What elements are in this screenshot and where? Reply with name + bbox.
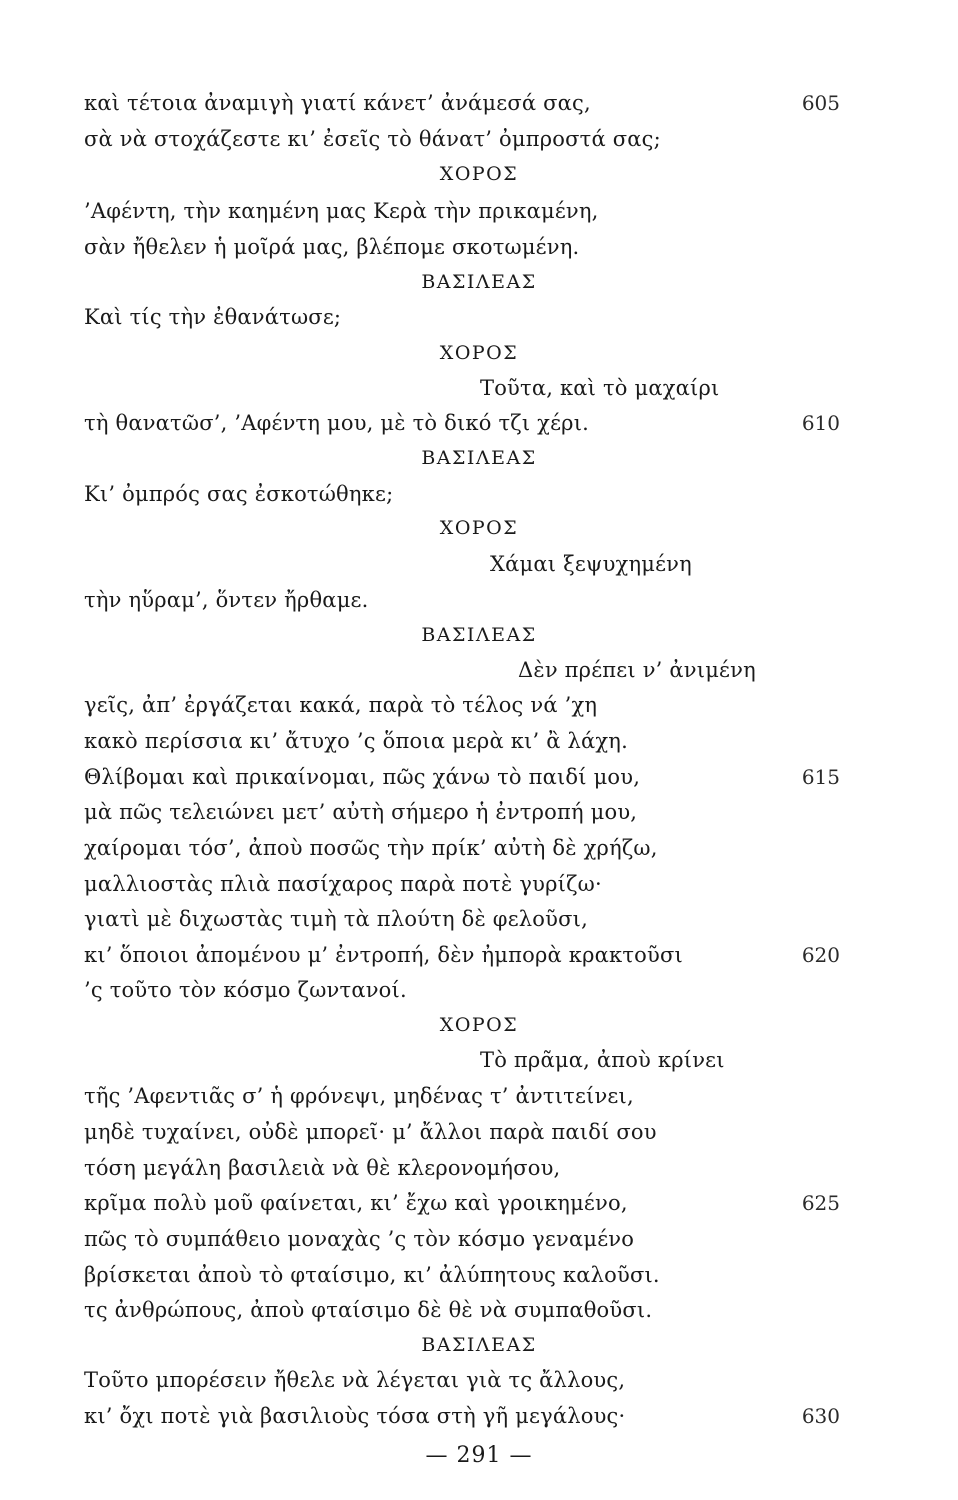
line-number: 620	[801, 943, 840, 967]
verse-line: Τοῦτα, καὶ τὸ μαχαίρι	[480, 376, 720, 400]
line-number: 615	[801, 765, 840, 789]
verse-line: τὴν ηὕραμ’, ὅντεν ἤρθαμε.	[84, 588, 369, 612]
verse-line: τὴ θανατῶσ’, ’Αφέντη μου, μὲ τὸ δικό τζι χέρι.	[84, 411, 590, 435]
verse-line: τς ἀνθρώπους, ἀποὺ φταίσιμο δὲ θὲ νὰ συμπαθοῦσι.	[84, 1298, 653, 1322]
verse-line: χαίρομαι τόσ’, ἀποὺ ποσῶς τὴν πρίκ’ αὐτὴ δὲ χρήζω,	[84, 836, 658, 860]
speaker-heading: ΒΑΣΙΛΕΑΣ	[421, 271, 537, 293]
verse-line: Καὶ τίς τὴν ἐθανάτωσε;	[84, 305, 342, 329]
verse-line: μὰ πῶς τελειώνει μετ’ αὐτὴ σήμερο ἡ ἐντροπή μου,	[84, 800, 638, 824]
verse-line: κρῖμα πολὺ μοῦ φαίνεται, κι’ ἔχω καὶ γροικημένο,	[84, 1191, 628, 1215]
verse-line: ’Αφέντη, τὴν καημένη μας Κερὰ τὴν πρικαμένη,	[84, 199, 599, 223]
verse-line: κακὸ περίσσια κι’ ἄτυχο ’ς ὅποια μερὰ κι’ ἂ λάχη.	[84, 729, 628, 753]
verse-line: Κι’ ὀμπρός σας ἐσκοτώθηκε;	[84, 482, 394, 506]
speaker-heading: ΧΟΡΟΣ	[439, 517, 519, 539]
speaker-heading: ΧΟΡΟΣ	[439, 163, 519, 185]
verse-line: Δὲν πρέπει ν’ ἀνιμένη	[518, 658, 756, 682]
verse-line: τῆς ’Αφεντιᾶς σ’ ἡ φρόνεψι, μηδένας τ’ ἀντιτείνει,	[84, 1084, 634, 1108]
verse-line: σὰ νὰ στοχάζεστε κι’ ἐσεῖς τὸ θάνατ’ ὀμπροστά σας;	[84, 127, 661, 151]
speaker-heading: ΒΑΣΙΛΕΑΣ	[421, 447, 537, 469]
line-number: 610	[801, 411, 840, 435]
verse-line: γεῖς, ἀπ’ ἐργάζεται κακά, παρὰ τὸ τέλος νά ’χη	[84, 693, 598, 717]
verse-line: σὰν ἤθελεν ἡ μοῖρά μας, βλέπομε σκοτωμένη.	[84, 235, 580, 259]
speaker-heading: ΧΟΡΟΣ	[439, 1014, 519, 1036]
verse-line: Τοῦτο μπορέσειν ἤθελε νὰ λέγεται γιὰ τς ἄλλους,	[84, 1368, 626, 1392]
verse-line: γιατὶ μὲ διχωστὰς τιμὴ τὰ πλούτη δὲ φελοῦσι,	[84, 907, 588, 931]
verse-line: τόση μεγάλη βασιλειὰ νὰ θὲ κλερονομήσου,	[84, 1156, 561, 1180]
verse-line: κι’ ὄχι ποτὲ γιὰ βασιλιοὺς τόσα στὴ γῆ μεγάλους·	[84, 1404, 626, 1428]
verse-line: Χάμαι ξεψυχημένη	[490, 552, 692, 576]
speaker-heading: ΧΟΡΟΣ	[439, 342, 519, 364]
verse-line: καὶ τέτοια ἀναμιγὴ γιατί κάνετ’ ἀνάμεσά σας,	[84, 91, 591, 115]
line-number: 625	[801, 1191, 840, 1215]
speaker-heading: ΒΑΣΙΛΕΑΣ	[421, 1334, 537, 1356]
verse-line: ’ς τοῦτο τὸν κόσμο ζωντανοί.	[84, 978, 407, 1002]
line-number: 630	[801, 1404, 840, 1428]
verse-line: κι’ ὅποιοι ἀπομένου μ’ ἐντροπή, δὲν ἠμπορὰ κρακτοῦσι	[84, 943, 683, 967]
page-number: — 291 —	[425, 1443, 533, 1468]
verse-line: Θλίβομαι καὶ πρικαίνομαι, πῶς χάνω τὸ παιδί μου,	[84, 765, 641, 789]
verse-line: πῶς τὸ συμπάθειο μοναχὰς ’ς τὸν κόσμο γεναμένο	[84, 1227, 635, 1251]
line-number: 605	[801, 91, 840, 115]
verse-line: βρίσκεται ἀποὺ τὸ φταίσιμο, κι’ ἀλύπητους καλοῦσι.	[84, 1263, 660, 1287]
verse-line: μαλλιοστὰς πλιὰ πασίχαρος παρὰ ποτὲ γυρίζω·	[84, 872, 602, 896]
verse-line: μηδὲ τυχαίνει, οὐδὲ μπορεῖ· μ’ ἄλλοι παρὰ παιδί σου	[84, 1120, 657, 1144]
verse-line: Τὸ πρᾶμα, ἀποὺ κρίνει	[480, 1048, 725, 1072]
speaker-heading: ΒΑΣΙΛΕΑΣ	[421, 624, 537, 646]
